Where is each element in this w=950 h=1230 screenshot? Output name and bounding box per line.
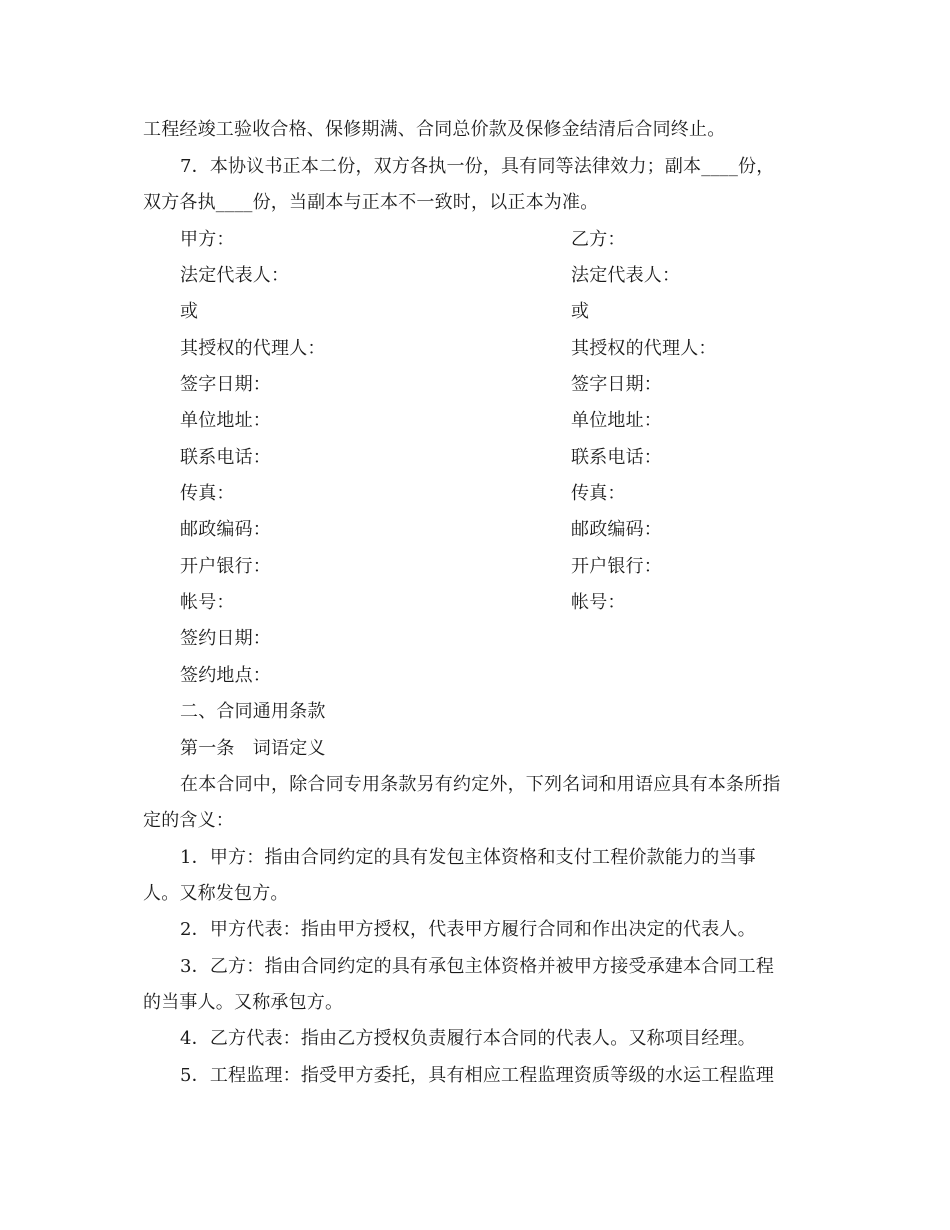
party-b-legal-rep: 法定代表人： [571,265,681,286]
party-b-postcode: 邮政编码： [571,519,662,540]
signing-date: 签约日期： [180,628,271,649]
definition-4-line1: 4．乙方代表：指由乙方授权负责履行本合同的代表人。又称项目经理。 [180,1028,756,1049]
definition-2-line1: 2．甲方代表：指由甲方授权，代表甲方履行合同和作出决定的代表人。 [180,919,756,940]
party-b-bank: 开户银行： [571,556,662,577]
paragraph-termination: 工程经竣工验收合格、保修期满、合同总价款及保修金结清后合同终止。 [143,119,726,140]
definition-1-line1: 1．甲方：指由合同约定的具有发包主体资格和支付工程价款能力的当事 [180,847,756,868]
definition-3-line2: 的当事人。又称承包方。 [143,992,344,1013]
party-a-bank: 开户银行： [180,556,271,577]
party-a-postcode: 邮政编码： [180,519,271,540]
definition-5-line1: 5．工程监理：指受甲方委托，具有相应工程监理资质等级的水运工程监理 [180,1065,775,1086]
party-b-or: 或 [571,301,590,322]
signing-place: 签约地点： [180,665,271,686]
party-b-agent: 其授权的代理人： [571,338,717,359]
party-a-account: 帐号： [180,592,235,613]
party-a-address: 单位地址： [180,410,271,431]
article-title: 第一条 词语定义 [180,738,326,759]
party-a-or: 或 [180,301,199,322]
party-a-fax: 传真： [180,483,235,504]
party-b-name: 乙方： [571,229,626,250]
paragraph-item7-line1: 7．本协议书正本二份，双方各执一份，具有同等法律效力；副本____份， [180,156,775,177]
preamble-line1: 在本合同中，除合同专用条款另有约定外，下列名词和用语应具有本条所指 [180,774,781,795]
party-b-sign-date: 签字日期： [571,374,662,395]
party-a-legal-rep: 法定代表人： [180,265,290,286]
party-b-address: 单位地址： [571,410,662,431]
definition-1-line2: 人。又称发包方。 [143,883,289,904]
party-a-sign-date: 签字日期： [180,374,271,395]
party-b-fax: 传真： [571,483,626,504]
party-b-account: 帐号： [571,592,626,613]
preamble-line2: 定的含义： [143,810,234,831]
party-a-agent: 其授权的代理人： [180,338,326,359]
definition-3-line1: 3．乙方：指由合同约定的具有承包主体资格并被甲方接受承建本合同工程 [180,956,775,977]
party-b-phone: 联系电话： [571,447,662,468]
party-a-name: 甲方： [180,229,235,250]
paragraph-item7-line2: 双方各执____份，当副本与正本不一致时，以正本为准。 [143,192,599,213]
party-a-phone: 联系电话： [180,447,271,468]
section-title: 二、合同通用条款 [180,701,326,722]
